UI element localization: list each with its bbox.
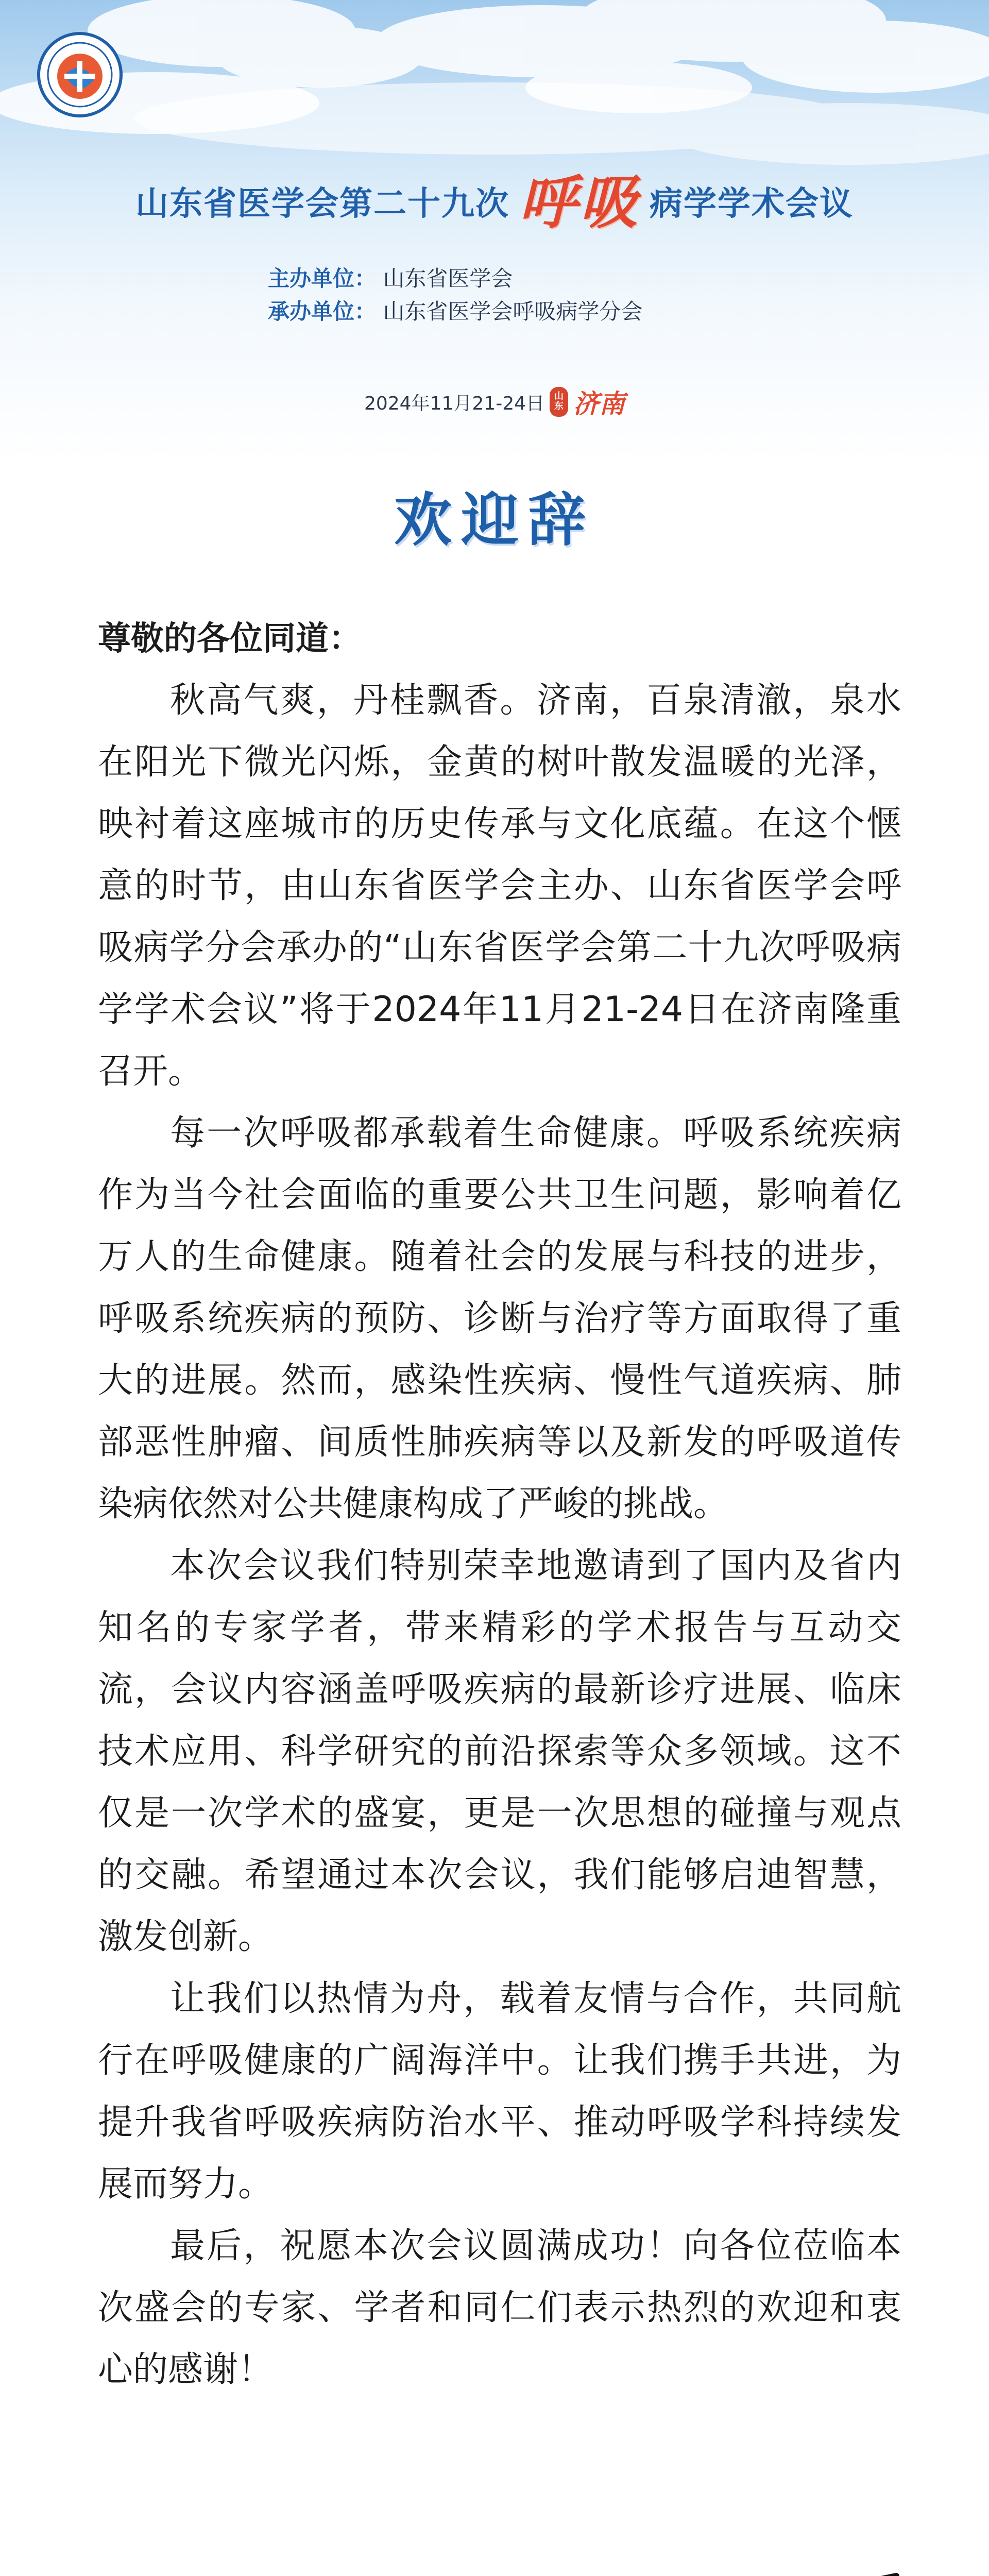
paragraph-2: 每一次呼吸都承载着生命健康。呼吸系统疾病作为当今社会面临的重要公共卫生问题，影响着亿万人的生命健康。随着社会的发展与科技的进步，呼吸系统疾病的预防、诊断与治疗等方面取得了重大的进展。然而，感染性疾病、慢性气道疾病、肺部恶性肿瘤、间质性肺疾病等以及新发的呼吸道传染病依然对公共健康构成了严峻的挑战。 xyxy=(98,1113,901,1524)
title-accent: 呼吸 xyxy=(519,168,640,236)
letter-body xyxy=(98,608,901,2401)
chair-signature-block xyxy=(422,2561,917,2576)
shandong-seal-icon xyxy=(550,387,568,417)
host-value: 山东省医学会 xyxy=(383,266,513,291)
host-line xyxy=(268,262,513,293)
paragraph-1: 秋高气爽，丹桂飘香。济南，百泉清澈，泉水在阳光下微光闪烁，金黄的树叶散发温暖的光泽，映衬着这座城市的历史传承与文化底蕴。在这个惬意的时节，由山东省医学会主办、山东省医学会呼吸病学分会承办的“山东省医学会第二十九次呼吸病学学术会议”将于2024年11月21-24日在济南隆重召开。 xyxy=(98,680,901,1092)
organizer-label: 承办单位： xyxy=(268,299,377,324)
conference-title xyxy=(0,165,989,237)
host-label: 主办单位： xyxy=(268,266,377,291)
welcome-heading: 欢迎辞 xyxy=(394,487,595,554)
paragraph-4: 让我们以热情为舟，载着友情与合作，共同航行在呼吸健康的广阔海洋中。让我们携手共进，为提升我省呼吸疾病防治水平、推动呼吸学科持续发展而努力。 xyxy=(98,1978,901,2205)
seal-text-top: 山 xyxy=(554,391,564,402)
handwritten-signature-icon xyxy=(639,2561,907,2576)
title-part-2: 病学学术会议 xyxy=(650,185,854,223)
paragraph-3: 本次会议我们特别荣幸地邀请到了国内及省内知名的专家学者，带来精彩的学术报告与互动交流，会议内容涵盖呼吸疾病的最新诊疗进展、临床技术应用、科学研究的前沿探索等众多领域。这不仅是一次学术的盛宴，更是一次思想的碰撞与观点的交融。希望通过本次会议，我们能够启迪智慧，激发创新。 xyxy=(98,1546,901,1957)
seal-text-bottom: 东 xyxy=(554,401,564,412)
association-logo-icon xyxy=(36,31,124,118)
salutation: 尊敬的各位同道： xyxy=(98,620,362,658)
title-part-1: 山东省医学会第二十九次 xyxy=(135,185,509,223)
organizer-line xyxy=(268,295,642,326)
date-location xyxy=(0,384,989,420)
conference-date: 2024年11月21-24日 xyxy=(364,393,545,414)
organizer-value: 山东省医学会呼吸病学分会 xyxy=(383,299,643,324)
paragraph-5: 最后，祝愿本次会议圆满成功！向各位莅临本次盛会的专家、学者和同仁们表示热烈的欢迎和衷心的感谢！ xyxy=(98,2226,901,2390)
city-name: 济南 xyxy=(573,388,625,419)
